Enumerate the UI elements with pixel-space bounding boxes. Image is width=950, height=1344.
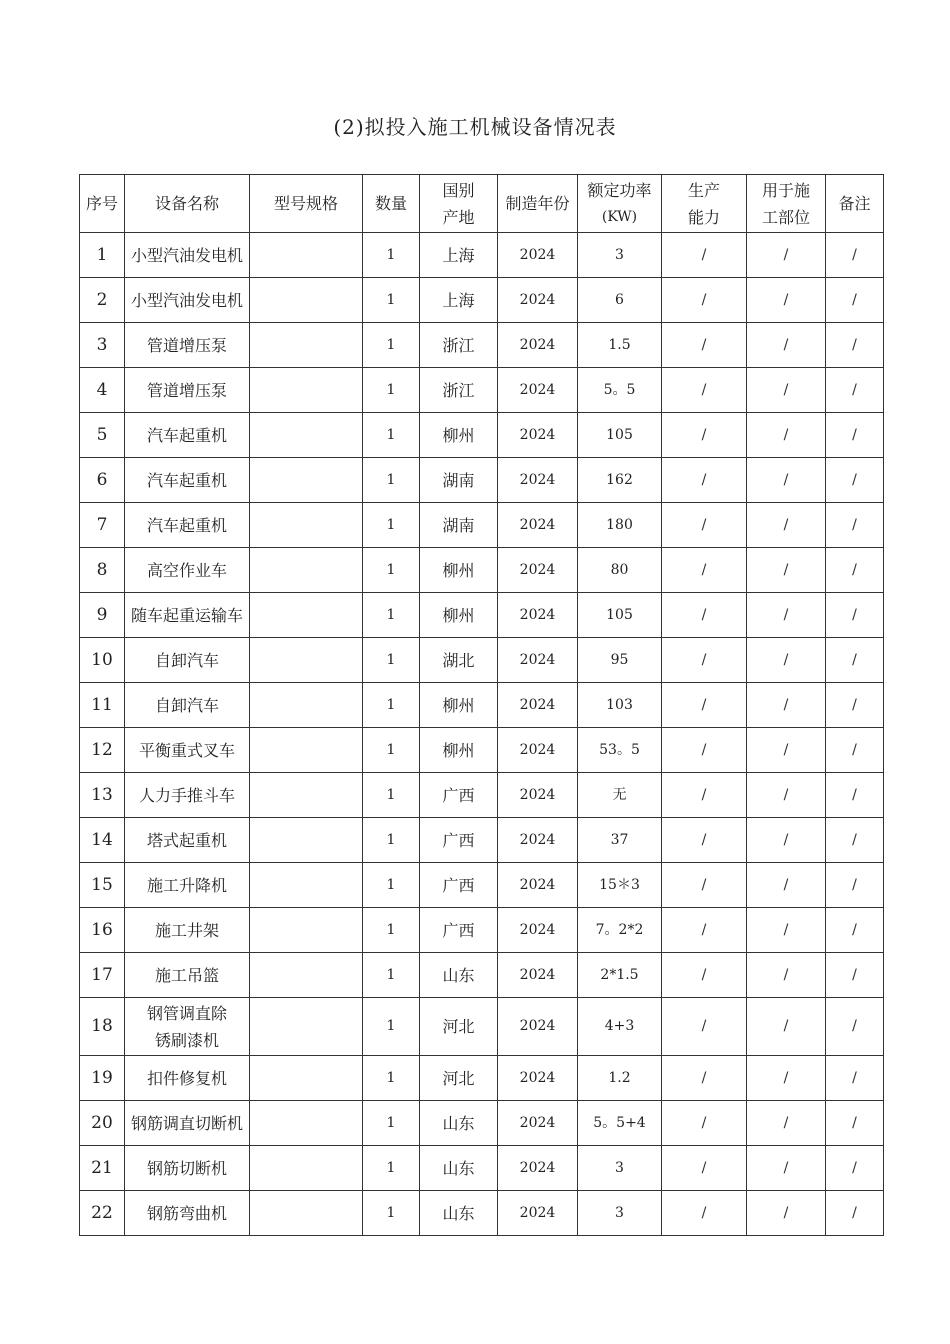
cell-origin: 山东 bbox=[420, 1146, 498, 1191]
cell-quantity: 1 bbox=[363, 278, 420, 323]
cell-origin: 湖南 bbox=[420, 503, 498, 548]
header-usage-line1: 用于施 bbox=[761, 180, 810, 200]
cell-model bbox=[250, 1146, 363, 1191]
cell-year: 2024 bbox=[498, 818, 578, 863]
cell-model bbox=[250, 953, 363, 998]
cell-year: 2024 bbox=[498, 503, 578, 548]
table-row bbox=[80, 818, 884, 863]
cell-origin: 河北 bbox=[420, 1056, 498, 1101]
cell-seq: 17 bbox=[80, 953, 125, 998]
header-model: 型号规格 bbox=[250, 175, 363, 233]
header-capacity-line1: 生产 bbox=[687, 180, 720, 200]
cell-model bbox=[250, 413, 363, 458]
cell-power: 6 bbox=[578, 278, 662, 323]
cell-power: 7。2*2 bbox=[578, 908, 662, 953]
cell-seq: 6 bbox=[80, 458, 125, 503]
cell-year: 2024 bbox=[498, 278, 578, 323]
cell-seq: 14 bbox=[80, 818, 125, 863]
cell-seq: 7 bbox=[80, 503, 125, 548]
cell-quantity: 1 bbox=[363, 323, 420, 368]
cell-usage: / bbox=[747, 908, 826, 953]
cell-usage: / bbox=[747, 953, 826, 998]
cell-year: 2024 bbox=[498, 638, 578, 683]
cell-usage: / bbox=[747, 458, 826, 503]
cell-capacity: / bbox=[662, 1191, 747, 1236]
cell-seq: 20 bbox=[80, 1101, 125, 1146]
cell-quantity: 1 bbox=[363, 368, 420, 413]
cell-capacity: / bbox=[662, 233, 747, 278]
cell-equipment-name: 钢筋切断机 bbox=[125, 1146, 250, 1191]
cell-model bbox=[250, 503, 363, 548]
cell-power: 162 bbox=[578, 458, 662, 503]
cell-usage: / bbox=[747, 323, 826, 368]
cell-model bbox=[250, 773, 363, 818]
cell-power: 80 bbox=[578, 548, 662, 593]
cell-origin: 山东 bbox=[420, 953, 498, 998]
cell-origin: 柳州 bbox=[420, 413, 498, 458]
equipment-table bbox=[79, 174, 884, 1236]
cell-note: / bbox=[826, 503, 884, 548]
cell-model bbox=[250, 638, 363, 683]
cell-year: 2024 bbox=[498, 1101, 578, 1146]
cell-usage: / bbox=[747, 728, 826, 773]
table-row bbox=[80, 1056, 884, 1101]
cell-capacity: / bbox=[662, 773, 747, 818]
table-row bbox=[80, 503, 884, 548]
table-row bbox=[80, 593, 884, 638]
cell-origin: 浙江 bbox=[420, 323, 498, 368]
cell-equipment-name: 施工井架 bbox=[125, 908, 250, 953]
cell-quantity: 1 bbox=[363, 1191, 420, 1236]
header-usage-line2: 工部位 bbox=[761, 207, 810, 227]
cell-note: / bbox=[826, 818, 884, 863]
cell-origin: 上海 bbox=[420, 278, 498, 323]
cell-power: 53。5 bbox=[578, 728, 662, 773]
cell-equipment-name: 自卸汽车 bbox=[125, 683, 250, 728]
cell-equipment-name: 塔式起重机 bbox=[125, 818, 250, 863]
header-origin-line2: 产地 bbox=[442, 207, 475, 227]
cell-power: 无 bbox=[578, 773, 662, 818]
table-header-row bbox=[80, 175, 884, 233]
header-origin bbox=[420, 175, 498, 233]
cell-equipment-name: 管道增压泵 bbox=[125, 368, 250, 413]
cell-year: 2024 bbox=[498, 1191, 578, 1236]
cell-note: / bbox=[826, 233, 884, 278]
header-name: 设备名称 bbox=[125, 175, 250, 233]
header-power bbox=[578, 175, 662, 233]
cell-origin: 河北 bbox=[420, 998, 498, 1056]
table-row bbox=[80, 548, 884, 593]
cell-note: / bbox=[826, 368, 884, 413]
table-row bbox=[80, 278, 884, 323]
cell-note: / bbox=[826, 998, 884, 1056]
cell-equipment-name-line1: 钢管调直除 bbox=[146, 1003, 227, 1023]
cell-model bbox=[250, 1191, 363, 1236]
cell-origin: 山东 bbox=[420, 1101, 498, 1146]
cell-seq: 16 bbox=[80, 908, 125, 953]
cell-power: 180 bbox=[578, 503, 662, 548]
cell-usage: / bbox=[747, 818, 826, 863]
cell-capacity: / bbox=[662, 1056, 747, 1101]
cell-model bbox=[250, 368, 363, 413]
cell-equipment-name: 汽车起重机 bbox=[125, 413, 250, 458]
cell-model bbox=[250, 278, 363, 323]
cell-seq: 2 bbox=[80, 278, 125, 323]
cell-year: 2024 bbox=[498, 863, 578, 908]
cell-capacity: / bbox=[662, 1146, 747, 1191]
header-year: 制造年份 bbox=[498, 175, 578, 233]
cell-model bbox=[250, 1101, 363, 1146]
cell-seq: 22 bbox=[80, 1191, 125, 1236]
cell-usage: / bbox=[747, 413, 826, 458]
cell-model bbox=[250, 323, 363, 368]
cell-power: 5。5+4 bbox=[578, 1101, 662, 1146]
cell-usage: / bbox=[747, 638, 826, 683]
table-row bbox=[80, 1146, 884, 1191]
page-title: (2)拟投入施工机械设备情况表 bbox=[333, 115, 617, 139]
table-row bbox=[80, 953, 884, 998]
cell-equipment-name: 随车起重运输车 bbox=[125, 593, 250, 638]
cell-origin: 上海 bbox=[420, 233, 498, 278]
cell-quantity: 1 bbox=[363, 1101, 420, 1146]
cell-quantity: 1 bbox=[363, 728, 420, 773]
cell-capacity: / bbox=[662, 998, 747, 1056]
cell-usage: / bbox=[747, 773, 826, 818]
cell-equipment-name: 汽车起重机 bbox=[125, 458, 250, 503]
cell-year: 2024 bbox=[498, 368, 578, 413]
cell-year: 2024 bbox=[498, 593, 578, 638]
cell-note: / bbox=[826, 863, 884, 908]
cell-note: / bbox=[826, 1146, 884, 1191]
cell-capacity: / bbox=[662, 503, 747, 548]
cell-equipment-name: 平衡重式叉车 bbox=[125, 728, 250, 773]
cell-note: / bbox=[826, 908, 884, 953]
table-row bbox=[80, 368, 884, 413]
cell-note: / bbox=[826, 1191, 884, 1236]
cell-capacity: / bbox=[662, 728, 747, 773]
cell-note: / bbox=[826, 458, 884, 503]
cell-power: 105 bbox=[578, 413, 662, 458]
cell-seq: 10 bbox=[80, 638, 125, 683]
cell-seq: 1 bbox=[80, 233, 125, 278]
cell-origin: 广西 bbox=[420, 908, 498, 953]
cell-quantity: 1 bbox=[363, 1056, 420, 1101]
cell-year: 2024 bbox=[498, 773, 578, 818]
cell-year: 2024 bbox=[498, 953, 578, 998]
table-row bbox=[80, 773, 884, 818]
table-body bbox=[80, 233, 884, 1236]
cell-seq: 15 bbox=[80, 863, 125, 908]
cell-model bbox=[250, 548, 363, 593]
cell-power: 4+3 bbox=[578, 998, 662, 1056]
cell-note: / bbox=[826, 773, 884, 818]
cell-usage: / bbox=[747, 278, 826, 323]
cell-model bbox=[250, 1056, 363, 1101]
header-note: 备注 bbox=[826, 175, 884, 233]
cell-capacity: / bbox=[662, 863, 747, 908]
cell-model bbox=[250, 908, 363, 953]
cell-equipment-name: 钢筋弯曲机 bbox=[125, 1191, 250, 1236]
cell-usage: / bbox=[747, 233, 826, 278]
cell-quantity: 1 bbox=[363, 863, 420, 908]
cell-quantity: 1 bbox=[363, 773, 420, 818]
cell-origin: 山东 bbox=[420, 1191, 498, 1236]
cell-origin: 柳州 bbox=[420, 548, 498, 593]
cell-equipment-name: 自卸汽车 bbox=[125, 638, 250, 683]
cell-equipment-name bbox=[125, 998, 250, 1056]
cell-capacity: / bbox=[662, 368, 747, 413]
cell-seq: 5 bbox=[80, 413, 125, 458]
header-qty: 数量 bbox=[363, 175, 420, 233]
cell-usage: / bbox=[747, 1146, 826, 1191]
cell-capacity: / bbox=[662, 323, 747, 368]
cell-usage: / bbox=[747, 863, 826, 908]
cell-note: / bbox=[826, 413, 884, 458]
cell-model bbox=[250, 458, 363, 503]
cell-quantity: 1 bbox=[363, 233, 420, 278]
table-row bbox=[80, 728, 884, 773]
cell-origin: 湖南 bbox=[420, 458, 498, 503]
cell-model bbox=[250, 863, 363, 908]
cell-origin: 柳州 bbox=[420, 593, 498, 638]
cell-equipment-name: 人力手推斗车 bbox=[125, 773, 250, 818]
header-usage bbox=[747, 175, 826, 233]
cell-power: 3 bbox=[578, 1191, 662, 1236]
cell-equipment-name: 钢筋调直切断机 bbox=[125, 1101, 250, 1146]
cell-year: 2024 bbox=[498, 323, 578, 368]
cell-capacity: / bbox=[662, 818, 747, 863]
cell-capacity: / bbox=[662, 593, 747, 638]
table-row bbox=[80, 863, 884, 908]
cell-power: 15＊3 bbox=[578, 863, 662, 908]
cell-quantity: 1 bbox=[363, 413, 420, 458]
cell-usage: / bbox=[747, 998, 826, 1056]
cell-quantity: 1 bbox=[363, 998, 420, 1056]
cell-year: 2024 bbox=[498, 728, 578, 773]
cell-note: / bbox=[826, 278, 884, 323]
header-origin-line1: 国别 bbox=[442, 180, 475, 200]
cell-power: 1.5 bbox=[578, 323, 662, 368]
cell-equipment-name: 施工吊篮 bbox=[125, 953, 250, 998]
cell-equipment-name: 小型汽油发电机 bbox=[125, 278, 250, 323]
cell-power: 103 bbox=[578, 683, 662, 728]
cell-usage: / bbox=[747, 683, 826, 728]
cell-power: 37 bbox=[578, 818, 662, 863]
cell-note: / bbox=[826, 728, 884, 773]
cell-quantity: 1 bbox=[363, 548, 420, 593]
cell-note: / bbox=[826, 323, 884, 368]
cell-power: 105 bbox=[578, 593, 662, 638]
cell-equipment-name-line2: 锈刷漆机 bbox=[154, 1030, 219, 1050]
cell-seq: 4 bbox=[80, 368, 125, 413]
cell-equipment-name: 施工升降机 bbox=[125, 863, 250, 908]
cell-capacity: / bbox=[662, 458, 747, 503]
cell-capacity: / bbox=[662, 413, 747, 458]
table-row bbox=[80, 638, 884, 683]
cell-note: / bbox=[826, 638, 884, 683]
cell-equipment-name: 扣件修复机 bbox=[125, 1056, 250, 1101]
table-row bbox=[80, 683, 884, 728]
cell-power: 1.2 bbox=[578, 1056, 662, 1101]
cell-power: 2*1.5 bbox=[578, 953, 662, 998]
cell-year: 2024 bbox=[498, 548, 578, 593]
cell-quantity: 1 bbox=[363, 953, 420, 998]
cell-quantity: 1 bbox=[363, 503, 420, 548]
table-row bbox=[80, 233, 884, 278]
cell-year: 2024 bbox=[498, 683, 578, 728]
cell-year: 2024 bbox=[498, 233, 578, 278]
cell-power: 3 bbox=[578, 1146, 662, 1191]
cell-model bbox=[250, 233, 363, 278]
cell-note: / bbox=[826, 683, 884, 728]
cell-quantity: 1 bbox=[363, 908, 420, 953]
cell-origin: 广西 bbox=[420, 818, 498, 863]
cell-quantity: 1 bbox=[363, 458, 420, 503]
cell-year: 2024 bbox=[498, 998, 578, 1056]
cell-usage: / bbox=[747, 368, 826, 413]
cell-year: 2024 bbox=[498, 413, 578, 458]
cell-quantity: 1 bbox=[363, 638, 420, 683]
cell-origin: 柳州 bbox=[420, 683, 498, 728]
cell-seq: 21 bbox=[80, 1146, 125, 1191]
cell-seq: 9 bbox=[80, 593, 125, 638]
cell-note: / bbox=[826, 953, 884, 998]
cell-usage: / bbox=[747, 1101, 826, 1146]
cell-capacity: / bbox=[662, 1101, 747, 1146]
table-row bbox=[80, 1191, 884, 1236]
cell-note: / bbox=[826, 1101, 884, 1146]
cell-capacity: / bbox=[662, 548, 747, 593]
cell-equipment-name: 高空作业车 bbox=[125, 548, 250, 593]
cell-model bbox=[250, 818, 363, 863]
cell-quantity: 1 bbox=[363, 1146, 420, 1191]
header-capacity-line2: 能力 bbox=[687, 207, 720, 227]
cell-seq: 3 bbox=[80, 323, 125, 368]
cell-usage: / bbox=[747, 503, 826, 548]
cell-note: / bbox=[826, 1056, 884, 1101]
cell-year: 2024 bbox=[498, 1146, 578, 1191]
cell-power: 3 bbox=[578, 233, 662, 278]
table-row bbox=[80, 413, 884, 458]
cell-quantity: 1 bbox=[363, 593, 420, 638]
cell-equipment-name: 小型汽油发电机 bbox=[125, 233, 250, 278]
cell-model bbox=[250, 593, 363, 638]
cell-model bbox=[250, 728, 363, 773]
cell-equipment-name: 管道增压泵 bbox=[125, 323, 250, 368]
cell-seq: 8 bbox=[80, 548, 125, 593]
cell-power: 95 bbox=[578, 638, 662, 683]
table-row bbox=[80, 998, 884, 1056]
cell-usage: / bbox=[747, 1056, 826, 1101]
cell-origin: 湖北 bbox=[420, 638, 498, 683]
cell-year: 2024 bbox=[498, 1056, 578, 1101]
cell-usage: / bbox=[747, 593, 826, 638]
table-row bbox=[80, 908, 884, 953]
cell-capacity: / bbox=[662, 953, 747, 998]
header-seq: 序号 bbox=[80, 175, 125, 233]
cell-seq: 19 bbox=[80, 1056, 125, 1101]
cell-usage: / bbox=[747, 548, 826, 593]
cell-capacity: / bbox=[662, 278, 747, 323]
table-row bbox=[80, 458, 884, 503]
cell-seq: 11 bbox=[80, 683, 125, 728]
cell-power: 5。5 bbox=[578, 368, 662, 413]
cell-quantity: 1 bbox=[363, 683, 420, 728]
cell-capacity: / bbox=[662, 638, 747, 683]
cell-origin: 柳州 bbox=[420, 728, 498, 773]
cell-capacity: / bbox=[662, 908, 747, 953]
cell-seq: 13 bbox=[80, 773, 125, 818]
cell-year: 2024 bbox=[498, 458, 578, 503]
cell-quantity: 1 bbox=[363, 818, 420, 863]
cell-note: / bbox=[826, 548, 884, 593]
cell-origin: 广西 bbox=[420, 863, 498, 908]
cell-origin: 广西 bbox=[420, 773, 498, 818]
cell-model bbox=[250, 683, 363, 728]
cell-model bbox=[250, 998, 363, 1056]
header-power-line2: (KW) bbox=[601, 208, 638, 225]
table-row bbox=[80, 323, 884, 368]
cell-seq: 18 bbox=[80, 998, 125, 1056]
cell-note: / bbox=[826, 593, 884, 638]
header-capacity bbox=[662, 175, 747, 233]
cell-usage: / bbox=[747, 1191, 826, 1236]
cell-capacity: / bbox=[662, 683, 747, 728]
cell-origin: 浙江 bbox=[420, 368, 498, 413]
cell-equipment-name: 汽车起重机 bbox=[125, 503, 250, 548]
table-row bbox=[80, 1101, 884, 1146]
cell-year: 2024 bbox=[498, 908, 578, 953]
cell-seq: 12 bbox=[80, 728, 125, 773]
header-power-line1: 额定功率 bbox=[587, 180, 652, 200]
